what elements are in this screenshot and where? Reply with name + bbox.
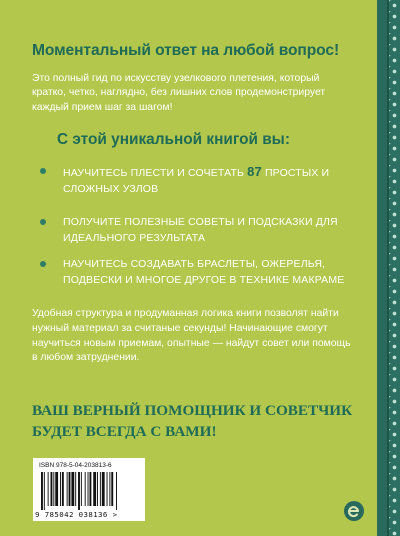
eksmo-logo-icon xyxy=(343,500,365,522)
back-cover-headline: Моментальный ответ на любой вопрос! xyxy=(32,42,340,59)
closing-slogan-line2: БУДЕТ ВСЕГДА С ВАМИ! xyxy=(32,422,217,440)
description-paragraph: Удобная структура и продуманная логика книги позволят найти нужный материал за считаные секунды! Начинающие смогут научиться новым приемам, опытные — найдут совет или помощь в любом затруднении. xyxy=(32,308,351,364)
benefit-item xyxy=(40,257,345,288)
barcode-icon xyxy=(41,472,139,510)
benefit-text-end: ПРОСТЫХ И СЛОЖНЫХ УЗЛОВ xyxy=(63,167,330,195)
bullet-dot-icon xyxy=(40,219,46,225)
benefits-title: С этой уникальной книгой вы: xyxy=(57,131,290,148)
benefit-text-start: НАУЧИТЕСЬ ПЛЕСТИ И СОЧЕТАТЬ xyxy=(63,167,248,179)
bullet-dot-icon xyxy=(40,261,46,267)
bullet-dot-icon xyxy=(40,168,46,174)
barcode-number: 9 785042 038136 > xyxy=(35,510,118,519)
benefit-text xyxy=(63,164,345,197)
spine-dot-pattern xyxy=(389,0,400,536)
benefit-item xyxy=(40,164,345,197)
isbn-label: ISBN 978-5-04-203813-6 xyxy=(39,462,112,469)
closing-slogan-line1: ВАШ ВЕРНЫЙ ПОМОЩНИК И СОВЕТЧИК xyxy=(32,402,353,419)
benefit-text: НАУЧИТЕСЬ СОЗДАВАТЬ БРАСЛЕТЫ, ОЖЕРЕЛЬЯ, ПОДВЕСКИ И МНОГОЕ ДРУГОЕ В ТЕХНИКЕ МАКРАМЕ xyxy=(63,258,345,286)
closing-slogan xyxy=(32,401,372,442)
intro-paragraph: Это полный гид по искусству узелкового плетения, который кратко, четко, наглядно, без лишних слов продемонстрирует каждый прием шаг за шагом! xyxy=(32,73,326,113)
benefit-text: ПОЛУЧИТЕ ПОЛЕЗНЫЕ СОВЕТЫ И ПОДСКАЗКИ ДЛЯ ИДЕАЛЬНОГО РЕЗУЛЬТАТА xyxy=(63,216,338,244)
benefit-item xyxy=(40,215,345,246)
knots-count: 87 xyxy=(247,164,262,179)
cover-spine xyxy=(377,0,400,536)
barcode-block xyxy=(33,458,145,521)
